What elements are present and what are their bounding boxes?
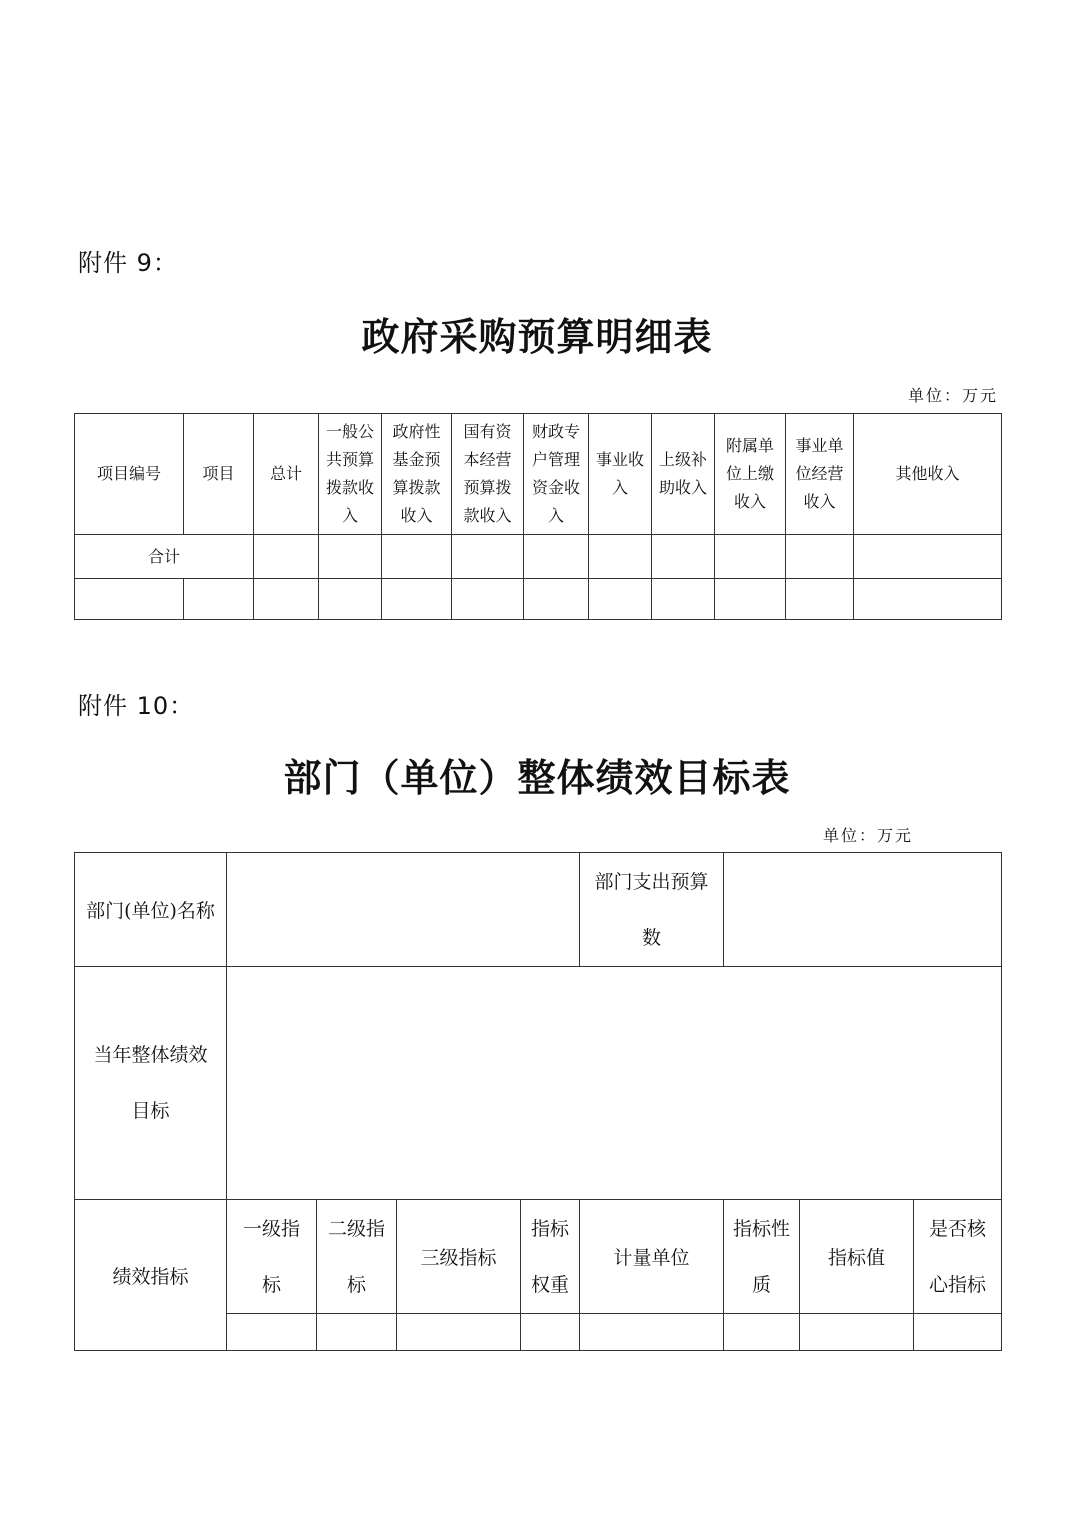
header-state-capital <box>452 414 524 535</box>
annual-goal-value <box>227 967 1002 1200</box>
header-state-capital-text: 国有资本经营预算拨款收入 <box>463 422 512 525</box>
cell <box>184 579 254 620</box>
header-fiscal-account-text: 财政专户管理资金收入 <box>531 422 580 525</box>
header-operating-income <box>786 414 854 535</box>
cell <box>319 579 382 620</box>
header-other-income: 其他收入 <box>854 414 1002 535</box>
performance-goal-table <box>74 852 1002 1351</box>
cell <box>715 579 786 620</box>
header-level2 <box>317 1200 397 1314</box>
header-level2-text: 二级指标 <box>327 1217 385 1296</box>
budget-label-text: 部门支出预算数 <box>594 870 709 949</box>
dept-name-label: 部门(单位)名称 <box>75 853 227 967</box>
cell <box>254 579 319 620</box>
cell <box>786 535 854 579</box>
cell <box>227 1314 317 1351</box>
header-operating-income-text: 事业单位经营收入 <box>795 436 844 511</box>
cell <box>589 579 652 620</box>
header-business-income-text: 事业收入 <box>595 450 644 497</box>
header-nature-text: 指标性质 <box>732 1217 790 1296</box>
cell <box>521 1314 580 1351</box>
cell <box>854 535 1002 579</box>
cell <box>589 535 652 579</box>
cell <box>382 579 452 620</box>
header-gov-fund-text: 政府性基金预算拨款收入 <box>392 422 441 525</box>
annex-9-label: 附件 9： <box>78 249 178 277</box>
header-general-budget <box>319 414 382 535</box>
cell <box>724 1314 800 1351</box>
procurement-budget-table <box>74 413 1002 620</box>
cell <box>317 1314 397 1351</box>
header-general-budget-text: 一般公共预算拨款收入 <box>325 422 374 525</box>
header-level1-text: 一级指标 <box>242 1217 300 1296</box>
cell <box>382 535 452 579</box>
cell <box>524 535 589 579</box>
cell <box>524 579 589 620</box>
budget-value <box>724 853 1002 967</box>
cell <box>452 535 524 579</box>
header-affiliated-payment <box>715 414 786 535</box>
cell <box>319 535 382 579</box>
cell <box>652 535 715 579</box>
cell <box>854 579 1002 620</box>
header-weight-text: 指标权重 <box>530 1217 569 1296</box>
cell <box>800 1314 914 1351</box>
annex-10-label: 附件 10： <box>78 692 195 720</box>
total-row-label: 合计 <box>75 535 254 579</box>
indicator-label: 绩效指标 <box>75 1200 227 1351</box>
header-measure-unit: 计量单位 <box>580 1200 724 1314</box>
cell <box>397 1314 521 1351</box>
cell <box>75 579 184 620</box>
cell <box>452 579 524 620</box>
performance-table-title: 部门（单位）整体绩效目标表 <box>283 755 791 800</box>
header-project: 项目 <box>184 414 254 535</box>
dept-name-value <box>227 853 580 967</box>
header-value: 指标值 <box>800 1200 914 1314</box>
header-fiscal-account <box>524 414 589 535</box>
header-superior-subsidy <box>652 414 715 535</box>
unit-label-1: 单位：万元 <box>907 386 998 405</box>
annual-goal-label <box>75 967 227 1200</box>
cell <box>786 579 854 620</box>
header-affiliated-payment-text: 附属单位上缴收入 <box>725 436 774 511</box>
header-gov-fund <box>382 414 452 535</box>
header-level3: 三级指标 <box>397 1200 521 1314</box>
header-core <box>914 1200 1002 1314</box>
header-level1 <box>227 1200 317 1314</box>
budget-label <box>580 853 724 967</box>
header-superior-subsidy-text: 上级补助收入 <box>658 450 707 497</box>
header-project-code: 项目编号 <box>75 414 184 535</box>
header-business-income <box>589 414 652 535</box>
header-core-text: 是否核心指标 <box>929 1217 987 1296</box>
header-total: 总计 <box>254 414 319 535</box>
cell <box>652 579 715 620</box>
cell <box>914 1314 1002 1351</box>
unit-label-2: 单位：万元 <box>823 826 914 845</box>
cell <box>715 535 786 579</box>
cell <box>254 535 319 579</box>
procurement-table-title: 政府采购预算明细表 <box>361 314 713 359</box>
annual-goal-label-text: 当年整体绩效目标 <box>93 1044 208 1122</box>
header-weight <box>521 1200 580 1314</box>
header-nature <box>724 1200 800 1314</box>
cell <box>580 1314 724 1351</box>
